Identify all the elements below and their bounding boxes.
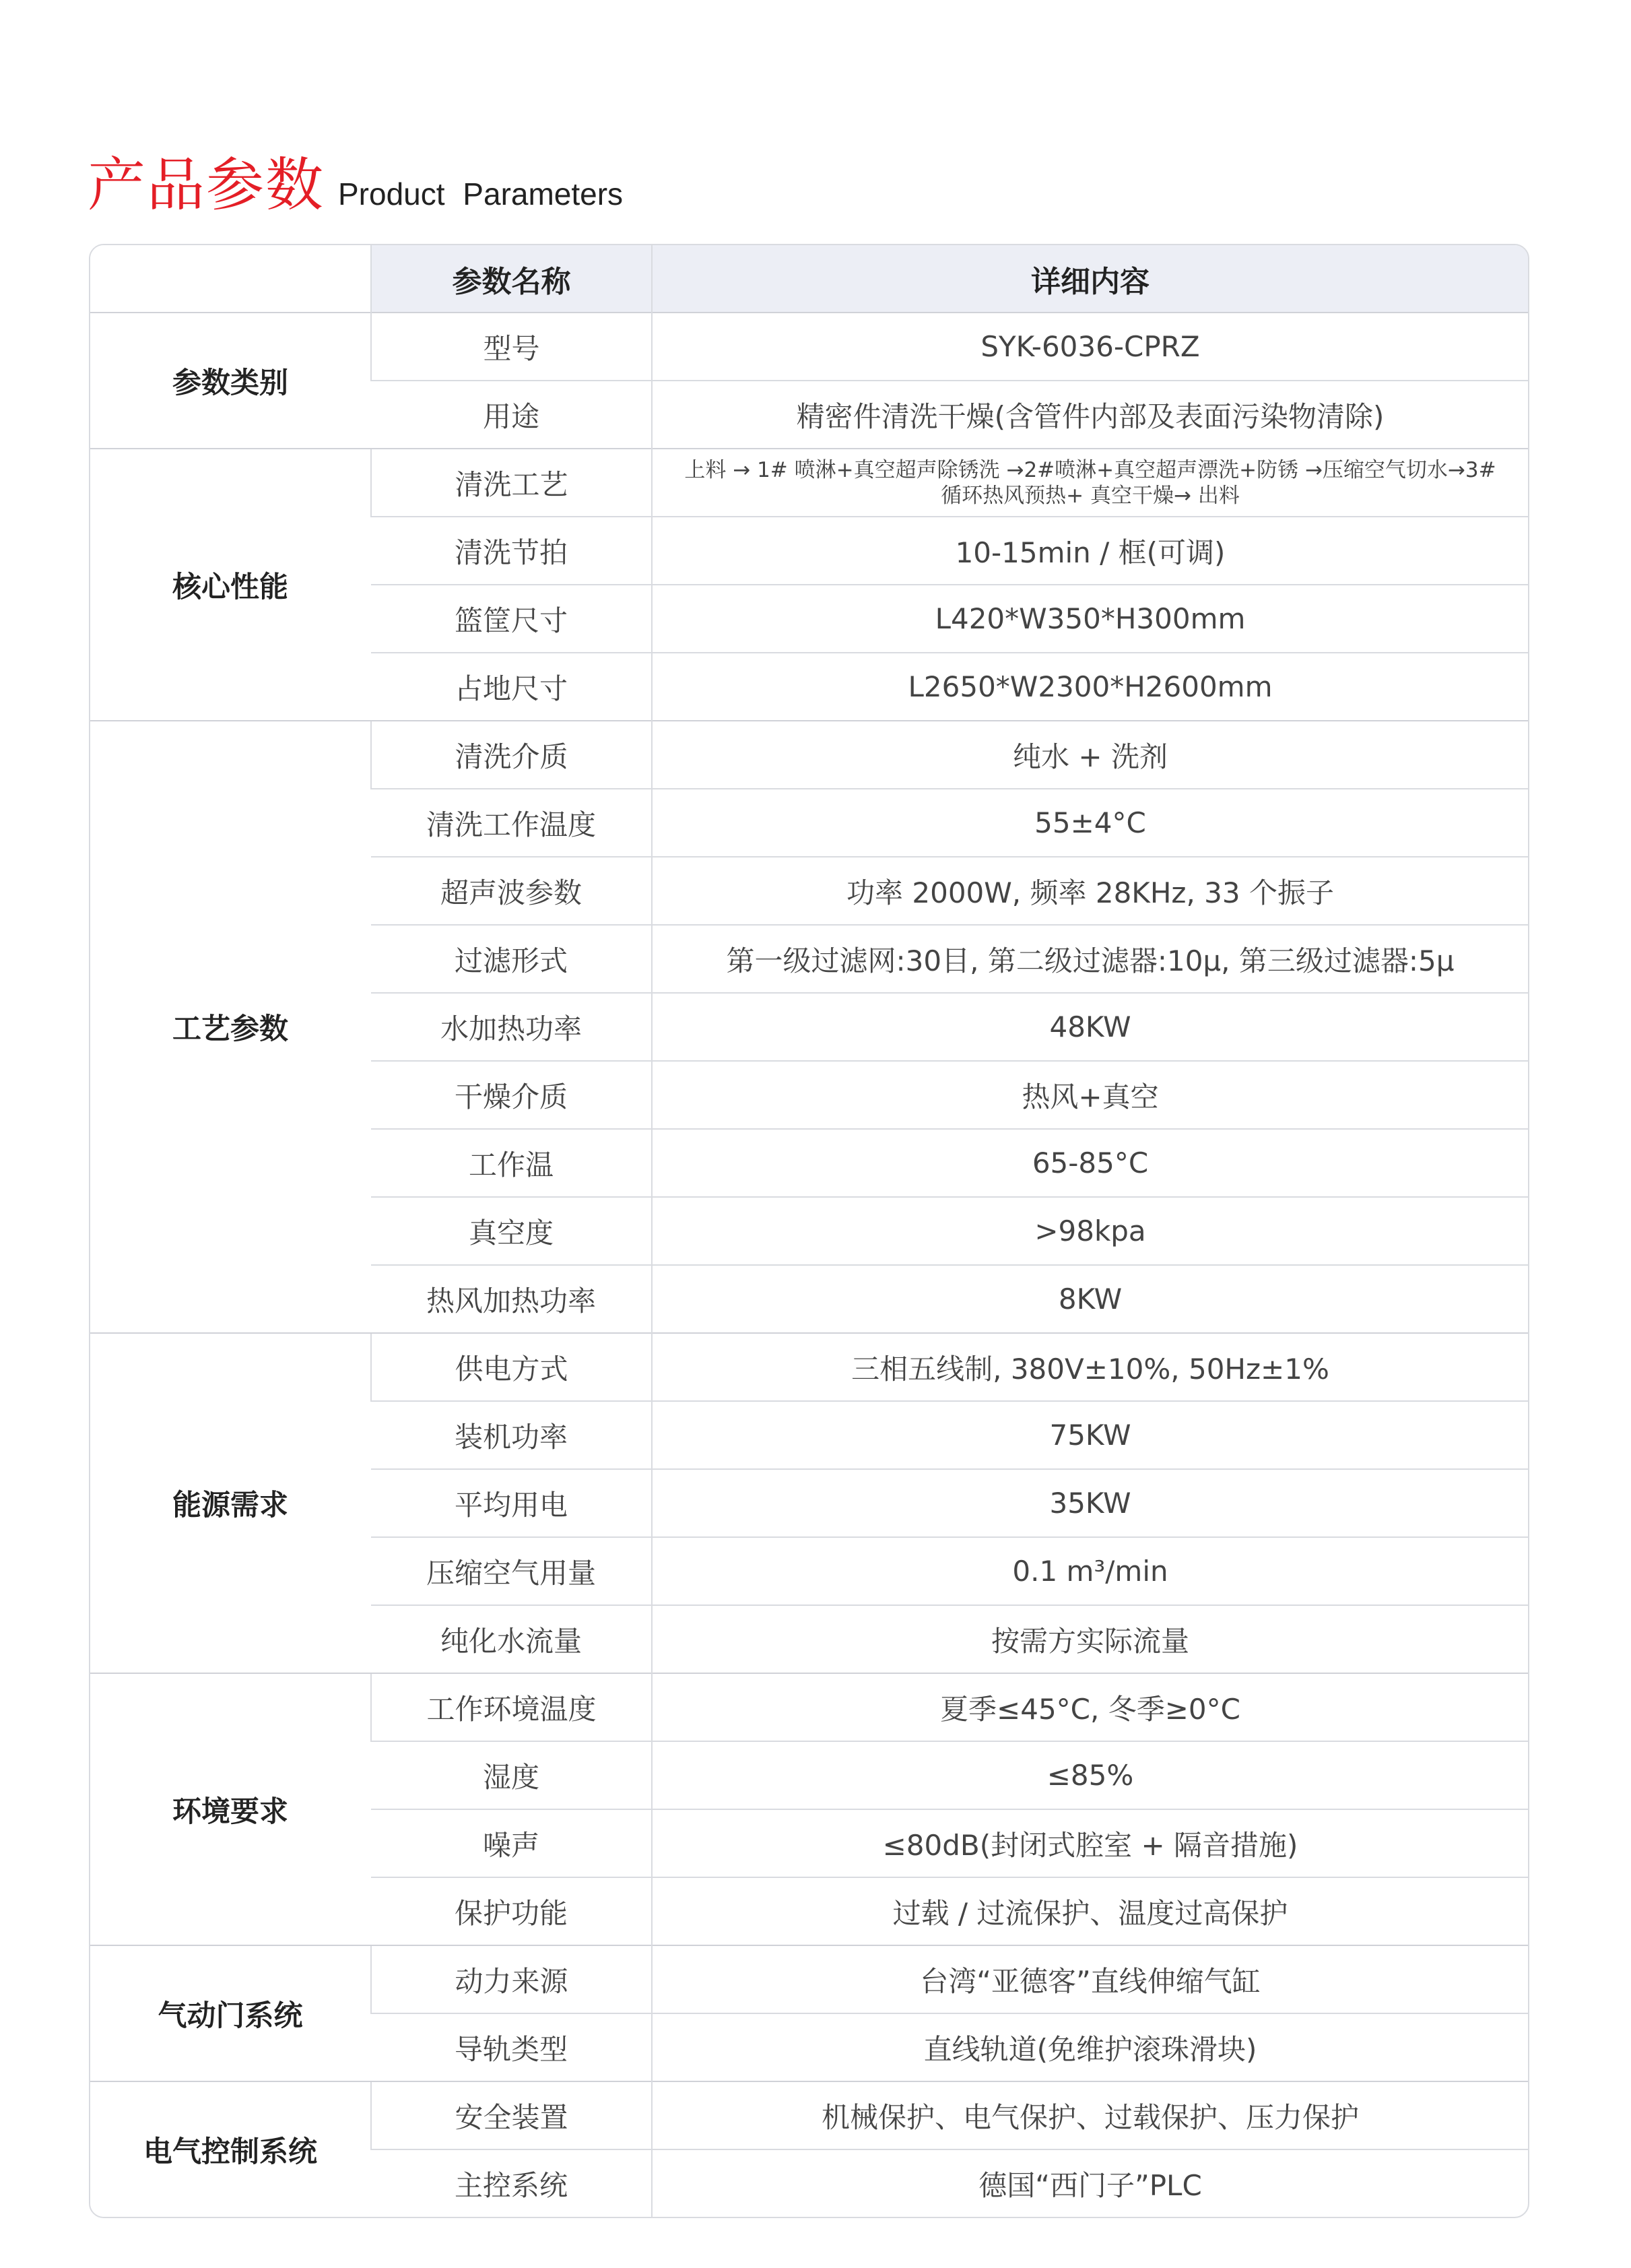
parameter-name-cell: 清洗节拍 <box>371 517 652 585</box>
parameter-name-cell: 安全装置 <box>371 2081 652 2149</box>
table-row <box>90 313 1528 381</box>
parameter-value-cell: 8KW <box>652 1265 1528 1333</box>
parameter-name-cell: 用途 <box>371 381 652 449</box>
parameter-name-cell: 装机功率 <box>371 1401 652 1469</box>
parameter-name-cell: 真空度 <box>371 1197 652 1265</box>
category-cell: 参数类别 <box>90 313 371 449</box>
parameter-name-cell: 湿度 <box>371 1741 652 1809</box>
parameter-name-cell: 压缩空气用量 <box>371 1537 652 1605</box>
category-cell: 电气控制系统 <box>90 2081 371 2217</box>
parameter-value-cell: 75KW <box>652 1401 1528 1469</box>
parameter-value-cell: 35KW <box>652 1469 1528 1537</box>
parameter-value-cell: 直线轨道(免维护滚珠滑块) <box>652 2013 1528 2081</box>
parameter-value-cell: 48KW <box>652 993 1528 1061</box>
parameter-name-cell: 动力来源 <box>371 1945 652 2013</box>
parameter-name-cell: 占地尺寸 <box>371 653 652 721</box>
parameter-name-cell: 型号 <box>371 313 652 381</box>
parameter-value-cell: 德国“西门子”PLC <box>652 2149 1528 2217</box>
header-corner-cell <box>90 245 371 313</box>
parameter-name-cell: 导轨类型 <box>371 2013 652 2081</box>
category-cell: 核心性能 <box>90 449 371 721</box>
table-row <box>90 2081 1528 2149</box>
table-row <box>90 1945 1528 2013</box>
parameter-value-cell: ≤80dB(封闭式腔室 + 隔音措施) <box>652 1809 1528 1877</box>
parameter-value-cell: 纯水 + 洗剂 <box>652 721 1528 789</box>
parameter-value-cell: 精密件清洗干燥(含管件内部及表面污染物清除) <box>652 381 1528 449</box>
page-title-zh: 产品参数 <box>88 152 325 219</box>
parameter-value-cell: 0.1 m³/min <box>652 1537 1528 1605</box>
parameter-value-cell: 三相五线制, 380V±10%, 50Hz±1% <box>652 1333 1528 1401</box>
page-heading <box>88 138 623 222</box>
category-cell: 气动门系统 <box>90 1945 371 2081</box>
category-cell: 工艺参数 <box>90 721 371 1333</box>
parameter-name-cell: 平均用电 <box>371 1469 652 1537</box>
parameter-value-cell: 55±4°C <box>652 789 1528 857</box>
parameter-value-cell: >98kpa <box>652 1197 1528 1265</box>
table-body <box>90 313 1528 2217</box>
parameter-value-cell: 65-85°C <box>652 1129 1528 1197</box>
parameter-name-cell: 篮筐尺寸 <box>371 585 652 653</box>
table-header-row <box>90 245 1528 313</box>
parameter-value-cell: 功率 2000W, 频率 28KHz, 33 个振子 <box>652 857 1528 925</box>
parameter-name-cell: 超声波参数 <box>371 857 652 925</box>
parameter-value-cell: 过载 / 过流保护、温度过高保护 <box>652 1877 1528 1945</box>
parameter-name-cell: 水加热功率 <box>371 993 652 1061</box>
table-row <box>90 1673 1528 1741</box>
parameter-name-cell: 过滤形式 <box>371 925 652 993</box>
category-cell: 环境要求 <box>90 1673 371 1945</box>
parameter-value-cell: SYK-6036-CPRZ <box>652 313 1528 381</box>
parameter-value-cell: 热风+真空 <box>652 1061 1528 1129</box>
parameter-name-cell: 噪声 <box>371 1809 652 1877</box>
parameter-value-cell: ≤85% <box>652 1741 1528 1809</box>
parameter-value-cell: 按需方实际流量 <box>652 1605 1528 1673</box>
parameter-name-cell: 热风加热功率 <box>371 1265 652 1333</box>
parameter-name-cell: 供电方式 <box>371 1333 652 1401</box>
parameter-value-cell: 夏季≤45°C, 冬季≥0°C <box>652 1673 1528 1741</box>
page-title-en: Product Parameters <box>338 176 624 212</box>
parameter-name-cell: 工作环境温度 <box>371 1673 652 1741</box>
header-detail-content: 详细内容 <box>652 245 1528 313</box>
parameter-value-cell: 机械保护、电气保护、过载保护、压力保护 <box>652 2081 1528 2149</box>
table-row <box>90 449 1528 517</box>
parameter-value-cell: 10-15min / 框(可调) <box>652 517 1528 585</box>
parameter-name-cell: 工作温 <box>371 1129 652 1197</box>
parameters-table-container <box>89 244 1529 2218</box>
parameter-name-cell: 清洗工艺 <box>371 449 652 517</box>
parameter-value-cell: L2650*W2300*H2600mm <box>652 653 1528 721</box>
parameter-value-cell: L420*W350*H300mm <box>652 585 1528 653</box>
parameter-name-cell: 主控系统 <box>371 2149 652 2217</box>
parameter-value-cell: 第一级过滤网:30目, 第二级过滤器:10μ, 第三级过滤器:5μ <box>652 925 1528 993</box>
parameter-name-cell: 清洗介质 <box>371 721 652 789</box>
parameter-name-cell: 干燥介质 <box>371 1061 652 1129</box>
parameter-value-cell: 台湾“亚德客”直线伸缩气缸 <box>652 1945 1528 2013</box>
parameter-name-cell: 清洗工作温度 <box>371 789 652 857</box>
table-row <box>90 721 1528 789</box>
parameter-name-cell: 纯化水流量 <box>371 1605 652 1673</box>
table-row <box>90 1333 1528 1401</box>
category-cell: 能源需求 <box>90 1333 371 1673</box>
header-parameter-name: 参数名称 <box>371 245 652 313</box>
parameters-table <box>90 245 1528 2217</box>
parameter-name-cell: 保护功能 <box>371 1877 652 1945</box>
parameter-value-cell: 上料 → 1# 喷淋+真空超声除锈洗 →2#喷淋+真空超声漂洗+防锈 →压缩空气切水→3#循环热风预热+ 真空干燥→ 出料 <box>652 449 1528 517</box>
